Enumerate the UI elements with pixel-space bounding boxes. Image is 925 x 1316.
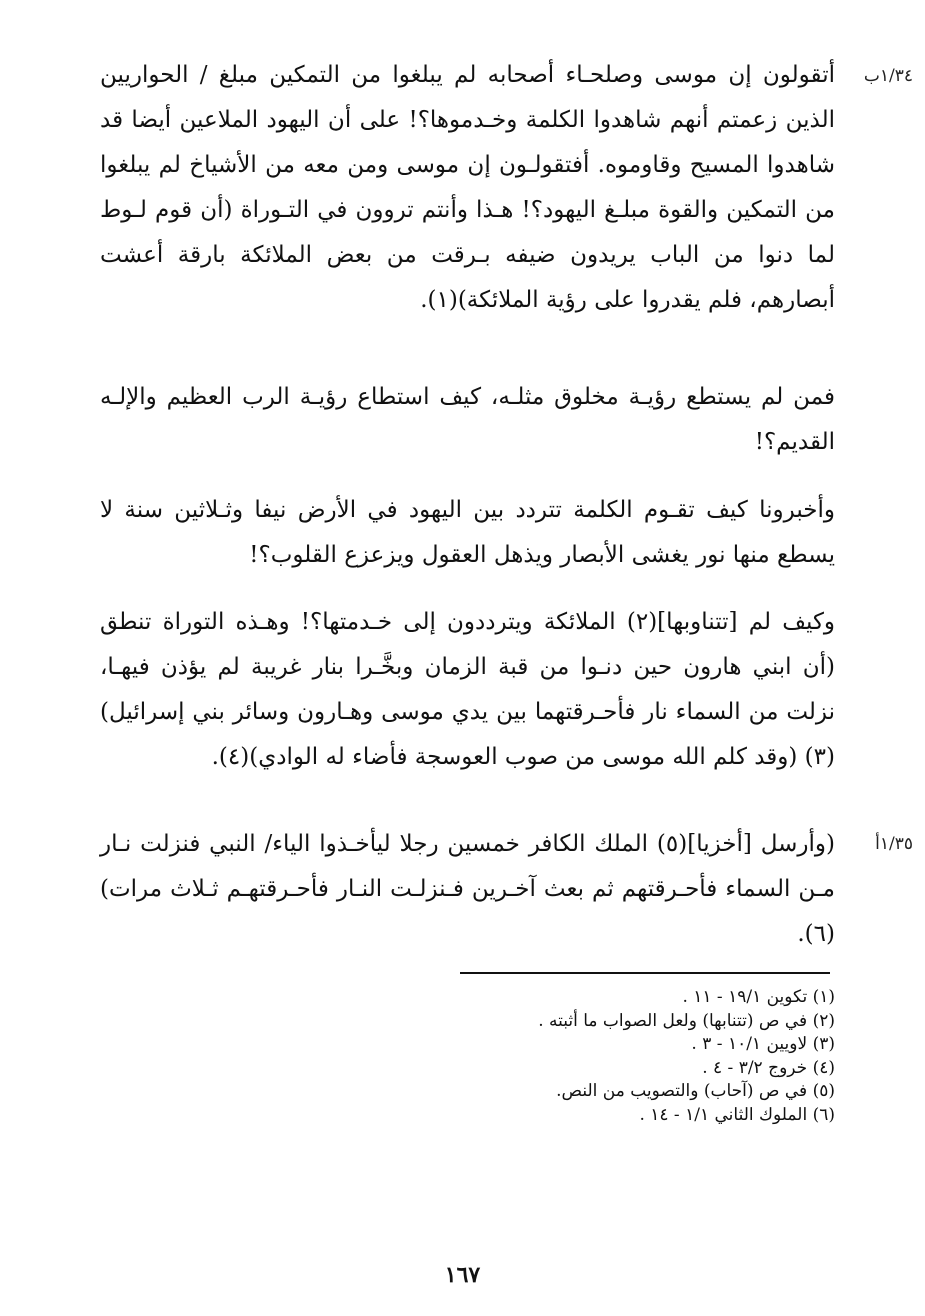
body-paragraph: فمن لم يستطع رؤيـة مخلوق مثلـه، كيف استطاع رؤيـة الرب العظيم والإلـه القديم؟! [100, 384, 835, 455]
footnotes-list [415, 986, 835, 1127]
footnote: (١) تكوين ١٩/١ - ١١ . [682, 987, 835, 1007]
footnote-separator [460, 972, 830, 974]
footnote: (٦) الملوك الثاني ١/١ - ١٤ . [639, 1104, 835, 1125]
margin-folio-note: ١/٣٥أ [875, 834, 913, 854]
body-paragraph: وأخبرونا كيف تقـوم الكلمة تتردد بين اليهود في الأرض نيفا وثـلاثين سنة لا يسطع منها نور يغشى الأبصار ويذهل العقول ويزعزع القلوب؟! [100, 497, 835, 568]
footnote: (٣) لاويين ١٠/١ - ٣ . [691, 1034, 835, 1054]
footnote: (٥) في ص (آحاب) والتصويب من النص. [556, 1081, 835, 1101]
body-paragraph: (وأرسل [أخزيا](٥) الملك الكافر خمسين رجلا ليأخـذوا الياء/ النبي فنزلت نـار مـن السماء فأحـرقتهم ثم بعث آخـرين فـنزلـت النـار فأحـرقتهـم ثـلاث مرات)(٦). [100, 831, 835, 947]
page-number: ١٦٧ [444, 1262, 481, 1288]
footnote: (٢) في ص (تتنابها) ولعل الصواب ما أثبته . [538, 1010, 835, 1031]
body-paragraph: أتقولون إن موسى وصلحـاء أصحابه لم يبلغوا من التمكين مبلغ / الحواريين الذين زعمتم أنهم شاهدوا الكلمة وخـدموها؟! على أن اليهود الملاعين أيضا قد شاهدوا المسيح وقاوموه. أفتقولـون إن موسى ومن معه من الأشياخ لم يبلغوا من التمكين والقوة مبلـغ اليهود؟! هـذا وأنتم تروون في التـوراة (أن قوم لـوط لما دنوا من الباب يريدون ضيفه بـرقت من بعض الملائكة بارقة أعشت أبصارهم، فلم يقدروا على رؤية الملائكة)(١). [100, 62, 835, 313]
margin-folio-note: ١/٣٤ب [863, 66, 913, 86]
footnote: (٤) خروج ٣/٢ - ٤ . [702, 1057, 835, 1078]
body-paragraph: وكيف لم [تتناوبها](٢) الملائكة ويترددون إلى خـدمتها؟! وهـذه التوراة تنطق (أن ابني هارون حين دنـوا من قبة الزمان وبخَّـرا بنار غريبة لم يؤذن فيهـا، نزلت من السماء نار فأحـرقتهما بين يدي موسى وهـارون وسائر بني إسرائيل)(٣) (وقد كلم الله موسى من صوب العوسجة فأضاء له الوادي)(٤). [100, 609, 835, 770]
